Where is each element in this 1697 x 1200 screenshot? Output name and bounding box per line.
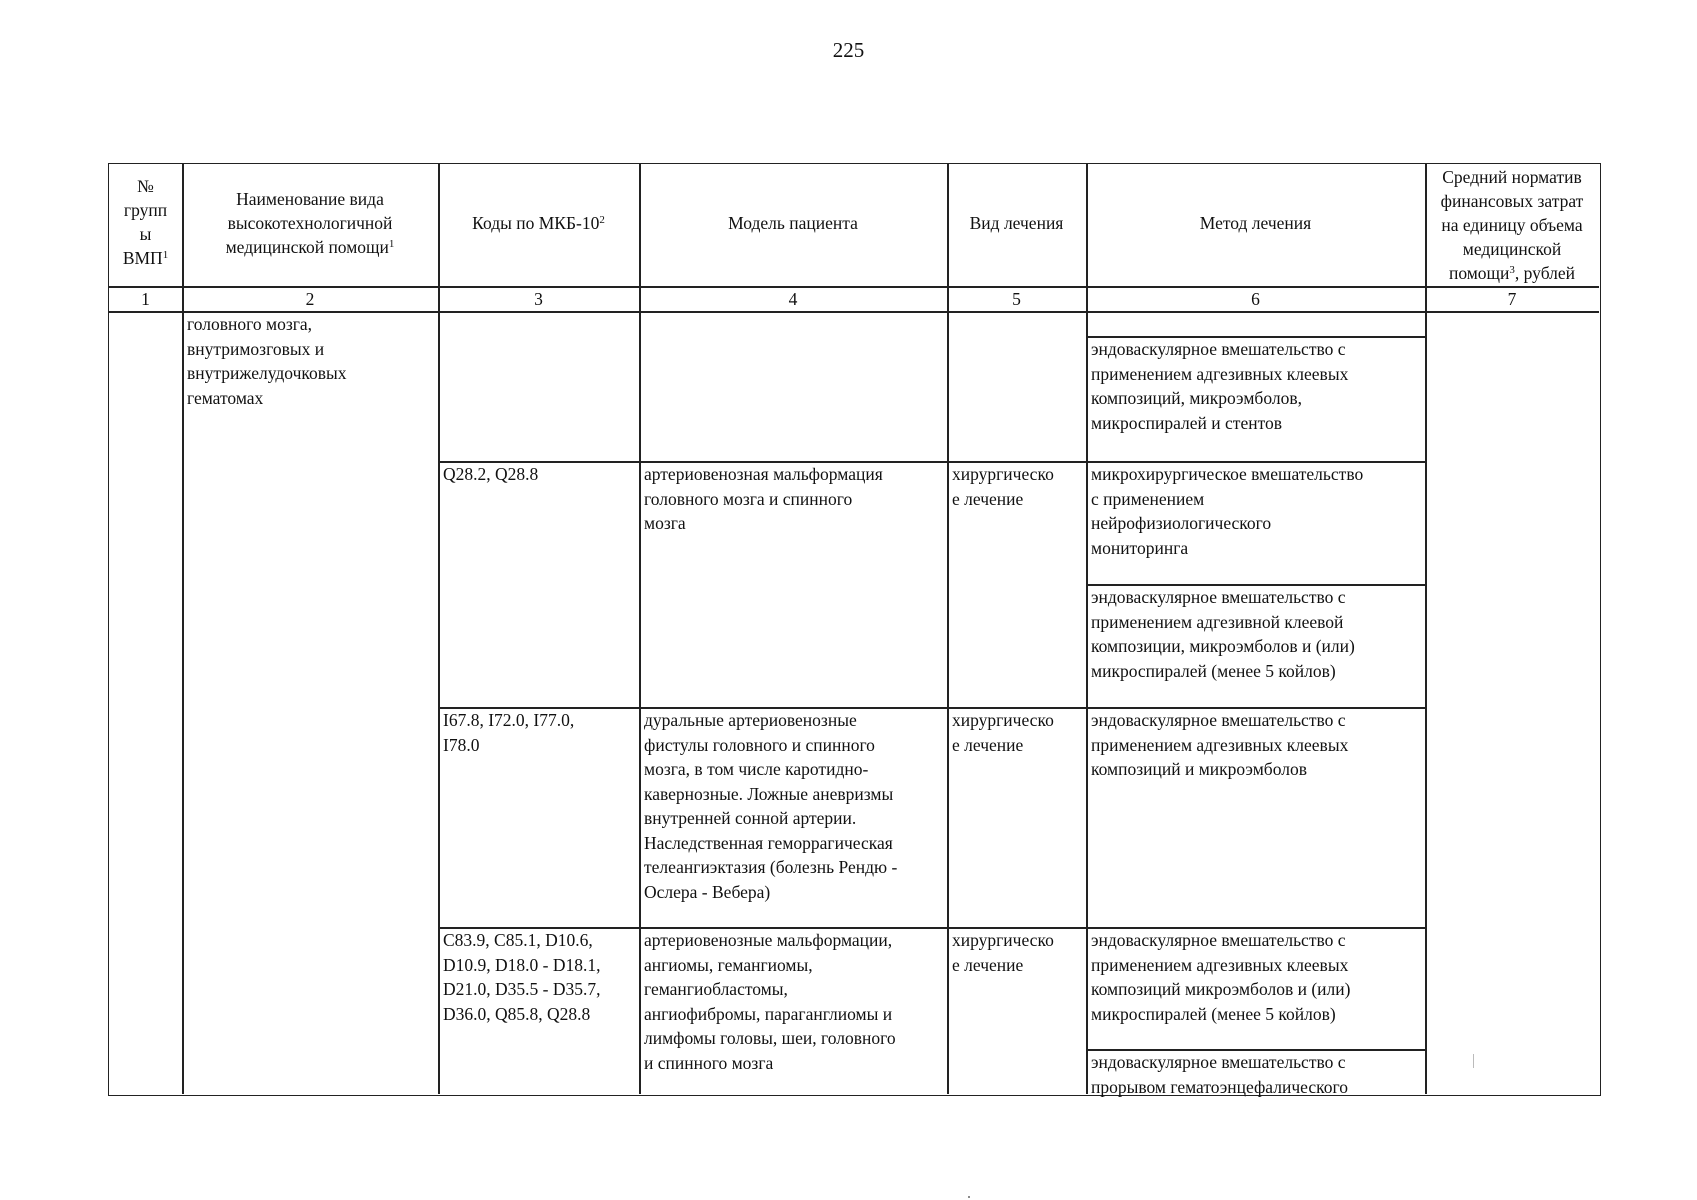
patient-model-cell: дуральные артериовенозные фистулы головного и спинного мозга, в том числе каротидно- кавернозные. Ложные аневризмы внутренней сонной артерии. Наследственная геморрагическая телеангиэктазия (болезнь Рендю - Ослера - Вебера): [644, 710, 898, 902]
header-col4: Модель пациента: [728, 213, 858, 233]
treatment-table: [108, 163, 1601, 1096]
method-cell: эндоваскулярное вмешательство с применением адгезивных клеевых композиций микроэмболов и (или) микроспиралей (менее 5 койлов): [1091, 930, 1351, 1024]
colnum-3: 3: [534, 289, 543, 309]
patient-model-cell: артериовенозные мальформации, ангиомы, гемангиомы, гемангиобластомы, ангиофибромы, параганглиомы и лимфомы головы, шеи, головного и спинного мозга: [644, 930, 896, 1073]
header-col1: № групп ы ВМП$^1$: [122, 176, 169, 268]
method-cell: эндоваскулярное вмешательство с применением адгезивных клеевых композиций, микроэмболов, микроспиралей и стентов: [1091, 339, 1349, 433]
scan-artifact: [1473, 1054, 1474, 1068]
colnum-1: 1: [141, 289, 150, 309]
method-cell: эндоваскулярное вмешательство с прорывом гематоэнцефалического: [1091, 1052, 1348, 1097]
page-number: 225: [832, 38, 865, 62]
method-cell: эндоваскулярное вмешательство с применением адгезивных клеевых композиций и микроэмболов: [1091, 710, 1349, 779]
colnum-6: 6: [1251, 289, 1260, 309]
colnum-7: 7: [1507, 289, 1517, 309]
scan-artifact: [968, 1196, 970, 1198]
icd-codes-cell: I67.8, I72.0, I77.0, I78.0: [443, 710, 575, 755]
colnum-2: 2: [305, 289, 315, 309]
treatment-type-cell: хирургическо е лечение: [952, 930, 1054, 975]
treatment-type-cell: хирургическо е лечение: [952, 710, 1054, 755]
header-col2: Наименование вида высокотехнологичной медицинской помощи$^1$: [225, 189, 395, 257]
colnum-4: 4: [788, 289, 798, 309]
colnum-5: 5: [1012, 289, 1021, 309]
treatment-type-cell: хирургическо е лечение: [952, 464, 1054, 509]
group-name-cell: головного мозга, внутримозговых и внутрижелудочковых гематомах: [187, 314, 347, 408]
method-cell: микрохирургическое вмешательство с применением нейрофизиологического мониторинга: [1091, 464, 1364, 558]
icd-codes-cell: C83.9, C85.1, D10.6, D10.9, D18.0 - D18.1, D21.0, D35.5 - D35.7, D36.0, Q85.8, Q28.8: [443, 930, 601, 1024]
method-cell: эндоваскулярное вмешательство с применением адгезивной клеевой композиции, микроэмболов и (или) микроспиралей (менее 5 койлов): [1091, 587, 1355, 681]
header-col5: Вид лечения: [969, 213, 1064, 233]
header-col3: Коды по МКБ-$10^2$: [472, 213, 605, 233]
icd-codes-cell: Q28.2, Q28.8: [443, 464, 539, 484]
patient-model-cell: артериовенозная мальформация головного мозга и спинного мозга: [644, 464, 883, 533]
header-col6: Метод лечения: [1199, 213, 1312, 233]
header-col7: Средний норматив финансовых затрат на единицу объема медицинской помощи$^3$, рублей: [1440, 167, 1584, 283]
